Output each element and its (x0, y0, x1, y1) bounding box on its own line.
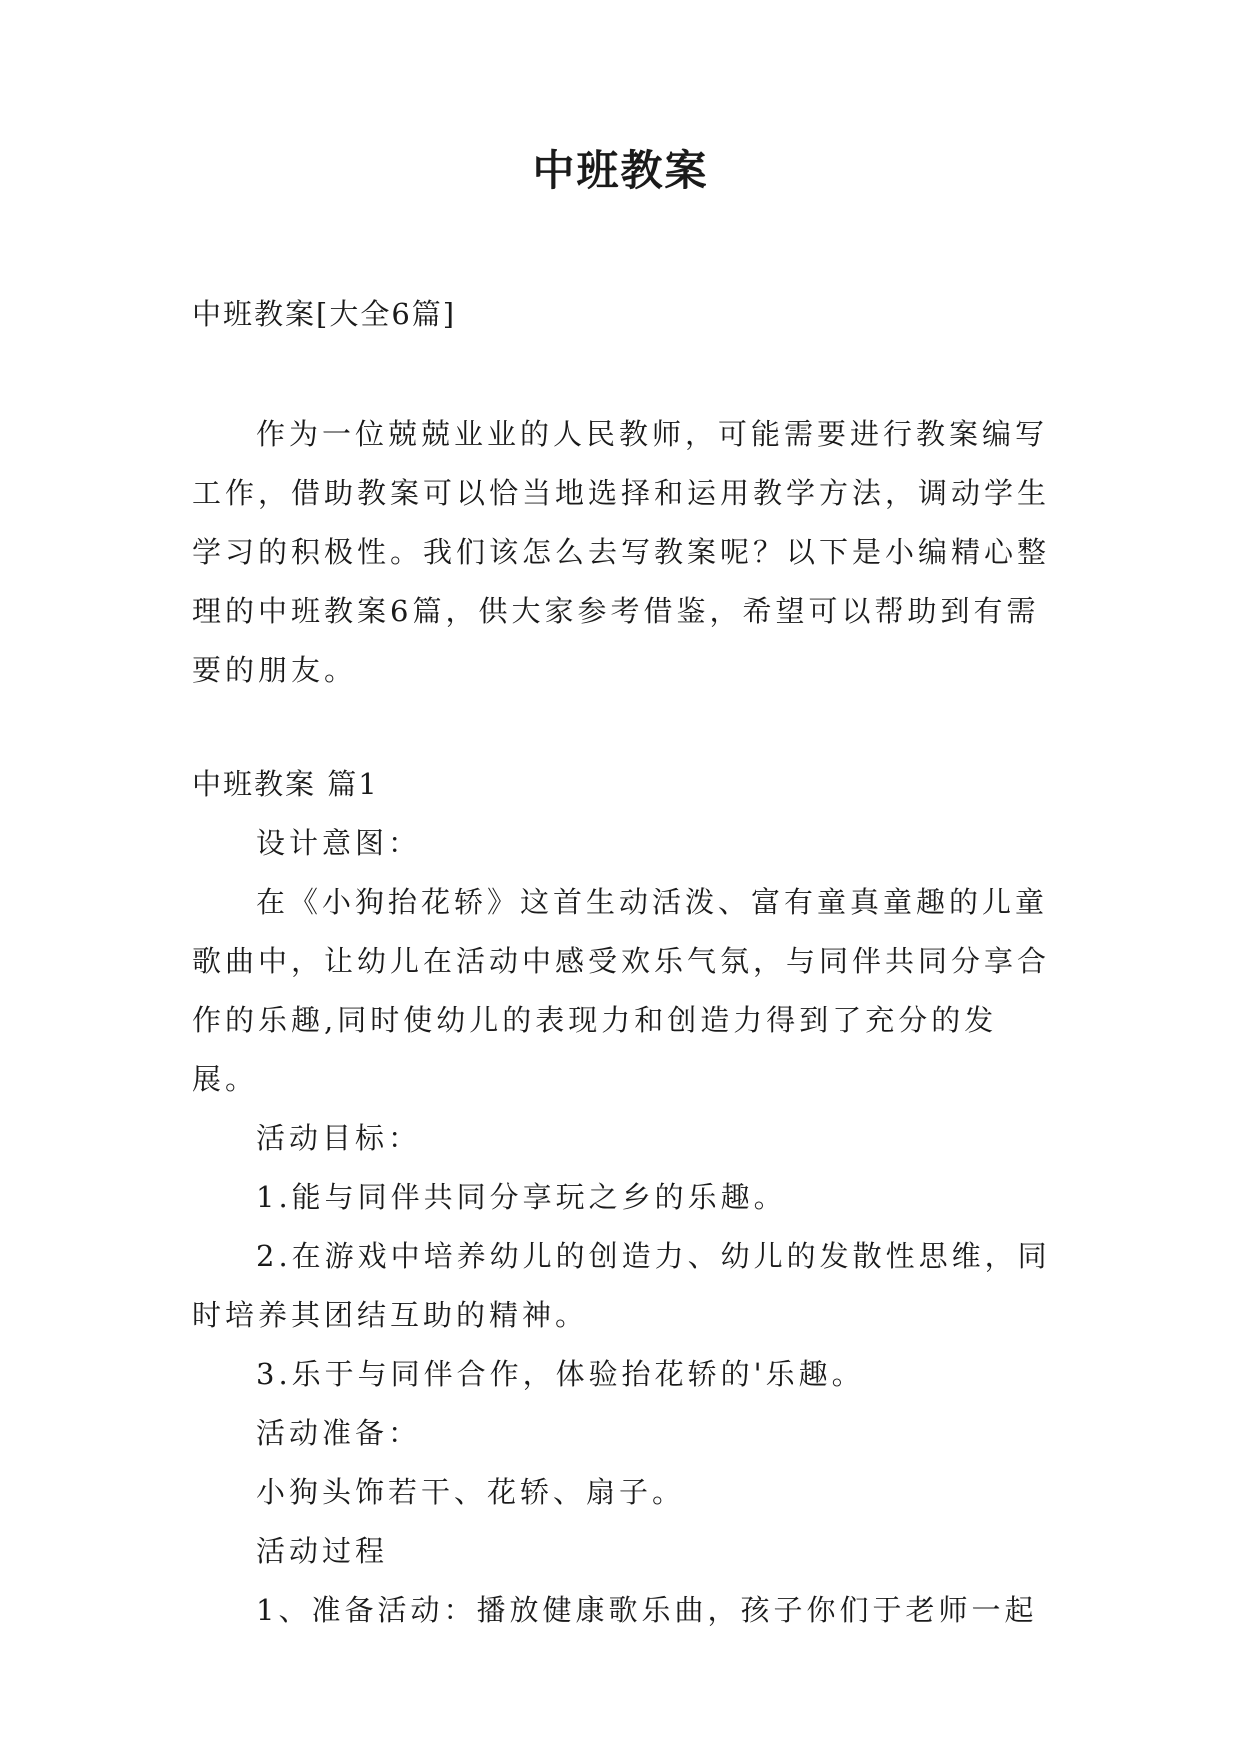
page-title: 中班教案 (532, 146, 709, 195)
activity-process-item: 1、准备活动：播放健康歌乐曲，孩子你们于老师一起 (256, 1593, 1038, 1627)
activity-prep-label: 活动准备： (256, 1416, 422, 1450)
activity-goals-label: 活动目标： (256, 1121, 422, 1155)
activity-goal-item: 2.在游戏中培养幼儿的创造力、幼儿的发散性思维，同时培养其团结互助的精神。 (192, 1239, 1051, 1332)
section-heading: 中班教案 篇1 (192, 767, 379, 801)
activity-goal-item: 1.能与同伴共同分享玩之乡的乐趣。 (256, 1180, 787, 1214)
section-1 (192, 755, 1052, 1640)
design-intent-paragraph: 在《小狗抬花轿》这首生动活泼、富有童真童趣的儿童歌曲中，让幼儿在活动中感受欢乐气氛，与同伴共同分享合作的乐趣,同时使幼儿的表现力和创造力得到了充分的发展。 (192, 885, 1051, 1096)
document-subtitle: 中班教案[大全6篇] (192, 297, 457, 331)
activity-process-label: 活动过程 (256, 1534, 389, 1568)
activity-prep-paragraph: 小狗头饰若干、花轿、扇子。 (256, 1475, 686, 1509)
activity-goal-item: 3.乐于与同伴合作，体验抬花轿的'乐趣。 (256, 1357, 865, 1391)
design-intent-label: 设计意图： (256, 826, 422, 860)
intro-paragraph: 作为一位兢兢业业的人民教师，可能需要进行教案编写工作，借助教案可以恰当地选择和运用教学方法，调动学生学习的积极性。我们该怎么去写教案呢？以下是小编精心整理的中班教案6篇，供大家参考借鉴，希望可以帮助到有需要的朋友。 (192, 417, 1051, 687)
